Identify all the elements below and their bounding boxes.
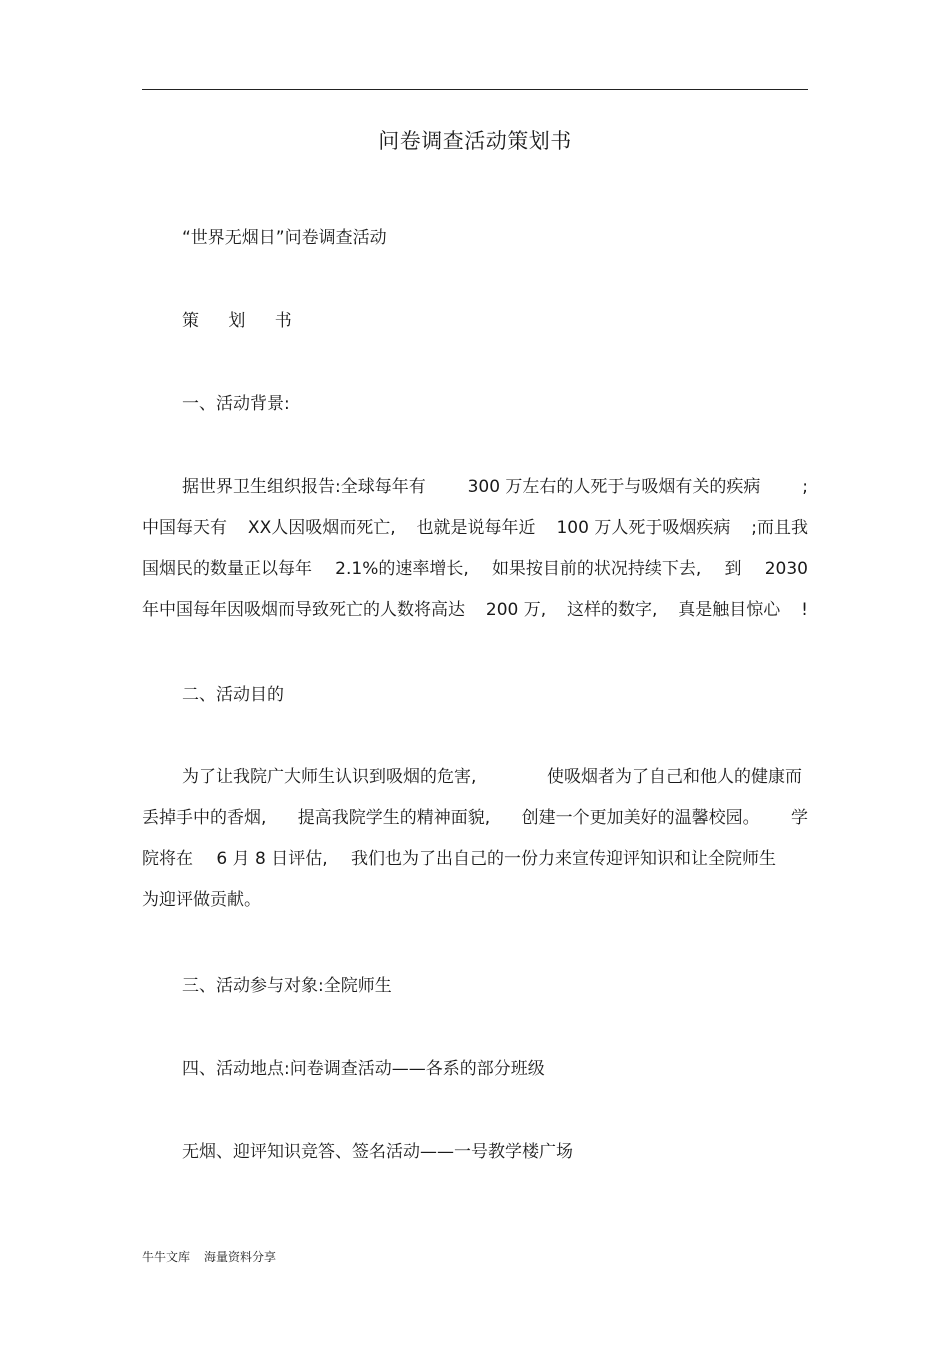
text-run: ! <box>801 600 808 620</box>
section1-heading: 一、活动背景: <box>182 394 290 414</box>
section3-participants: 三、活动参与对象:全院师生 <box>182 976 392 996</box>
text-run: 丢掉手中的香烟, <box>142 808 267 828</box>
footer-brand: 牛牛文库 <box>142 1250 191 1264</box>
text-run: 我们也为了出自己的一份力来宣传迎评知识和让全院师生 <box>351 849 776 869</box>
text-run: 年中国每年因吸烟而导致死亡的人数将高达 <box>142 600 465 620</box>
document-title: 问卷调查活动策划书 <box>378 129 572 153</box>
header-rule <box>142 89 808 90</box>
plan-label: 策 划 书 <box>182 311 304 331</box>
text-run: 100 万人死于吸烟疾病 <box>556 518 731 538</box>
text-run: 据世界卫生组织报告:全球每年有 <box>182 477 426 497</box>
text-run: 6 月 8 日评估, <box>216 849 328 869</box>
section4-location: 四、活动地点:问卷调查活动——各系的部分班级 <box>182 1059 545 1079</box>
section2-paragraph <box>142 757 808 921</box>
paragraph-line <box>142 798 808 839</box>
text-run: 2030 <box>764 559 808 579</box>
text-run: 学 <box>790 808 808 828</box>
section4-extra-location: 无烟、迎评知识竞答、签名活动——一号教学楼广场 <box>182 1142 573 1162</box>
section2-heading: 二、活动目的 <box>182 685 284 705</box>
text-run: 创建一个更加美好的温馨校园。 <box>521 808 760 828</box>
text-run: 提高我院学生的精神面貌, <box>297 808 491 828</box>
text-run: 如果按目前的状况持续下去, <box>491 559 702 579</box>
text-run: ;而且我 <box>751 518 808 538</box>
paragraph-line <box>142 590 808 631</box>
text-run: 为了让我院广大师生认识到吸烟的危害, <box>182 767 477 787</box>
paragraph-line <box>142 467 808 508</box>
paragraph-line <box>142 839 776 880</box>
text-run: 真是触目惊心 <box>678 600 781 620</box>
text-run: 2.1%的速率增长, <box>335 559 469 579</box>
text-run: 为迎评做贡献。 <box>142 890 261 910</box>
page-footer <box>142 1248 276 1266</box>
document-subtitle: “世界无烟日”问卷调查活动 <box>182 228 387 248</box>
text-run: 300 万左右的人死于与吸烟有关的疾病 <box>467 477 761 497</box>
section1-paragraph <box>142 467 808 631</box>
text-run: 使吸烟者为了自己和他人的健康而 <box>547 767 802 787</box>
text-run: ; <box>802 477 808 497</box>
paragraph-line <box>142 880 808 921</box>
footer-tagline: 海量资料分享 <box>204 1250 277 1264</box>
text-run: 也就是说每年近 <box>416 518 536 538</box>
text-run: XX人因吸烟而死亡, <box>247 518 396 538</box>
paragraph-line <box>142 508 808 549</box>
text-run: 200 万, <box>485 600 547 620</box>
paragraph-line <box>142 549 808 590</box>
text-run: 国烟民的数量正以每年 <box>142 559 312 579</box>
text-run: 到 <box>724 559 742 579</box>
text-run: 这样的数字, <box>567 600 658 620</box>
text-run: 中国每天有 <box>142 518 227 538</box>
text-run: 院将在 <box>142 849 193 869</box>
paragraph-line <box>142 757 808 798</box>
